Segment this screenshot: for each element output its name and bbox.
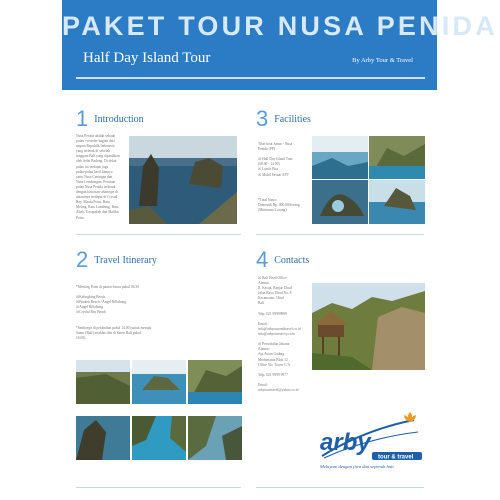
contacts-text-line: ☒ Bali Head Office xyxy=(258,276,287,280)
itinerary-text xyxy=(76,285,186,341)
facilities-text-line: Tiket boat Sanur - Nusa xyxy=(258,142,293,146)
intro-text-line: Nusa Lembongan. Perairan xyxy=(76,179,116,184)
contacts-text-line: Office No. Tower C/A xyxy=(258,362,291,367)
intro-text-line: yang terletak di sebelah xyxy=(76,149,111,154)
facilities-title: Facilities xyxy=(274,113,311,125)
logo-tagline: Melayani dengan jiwa dan sepenuh hati xyxy=(320,464,394,469)
brochure-page xyxy=(62,0,498,500)
contacts-text-line: info@arbytoursavvy.com xyxy=(258,332,295,337)
intro-text-line: tenggara Bali yang dipisahkan xyxy=(76,154,120,159)
intro-text-line: negara Republik Indonesia xyxy=(76,144,115,149)
contacts-text-line: Telp: 021 9999 9977 xyxy=(258,372,288,377)
contacts-text-line: Jl. Kecak, Banjar Ubud xyxy=(258,286,292,291)
contacts-text-line: Alamat: xyxy=(258,347,270,352)
facilities-text-line: *Total biaya: xyxy=(258,198,277,203)
facilities-text-line: ☒ Half Day Island Tour xyxy=(258,157,293,162)
contacts-text-line: Telp: 021 99999999 xyxy=(258,311,287,316)
intro-text xyxy=(76,134,128,221)
contacts-text-line: Alamat: xyxy=(258,281,270,286)
contacts-title: Contacts xyxy=(274,254,310,266)
logo-wordmark: arby xyxy=(320,429,371,456)
page-title: PAKET TOUR NUSA PENIDA xyxy=(62,11,498,41)
facilities-text-line: (Minimum 2 orang) xyxy=(258,208,287,213)
itinerary-photo-strip-bottom xyxy=(76,416,242,460)
facilities-divider xyxy=(256,234,424,235)
itinerary-title: Travel Itinerary xyxy=(94,254,157,266)
facilities-number: 3 xyxy=(256,106,269,131)
intro-divider xyxy=(76,234,241,235)
itinerary-text-line: ☒Angel Billabong xyxy=(76,305,104,310)
contacts-text-line: Email: xyxy=(258,321,268,326)
itinerary-number: 2 xyxy=(76,247,89,272)
intro-text-line: Point. xyxy=(76,215,85,220)
intro-text-line: Meling, Batu Lumbung, Batu xyxy=(76,205,119,210)
itinerary-photo-strip-top xyxy=(76,360,242,404)
contacts-text-line: Kecamatan, Ubud xyxy=(258,296,284,301)
contacts-text-line: Bali xyxy=(258,301,264,306)
contacts-divider xyxy=(256,487,424,488)
itinerary-text-line: 16.00). xyxy=(76,335,87,340)
facilities-text-line: Domestik Rp. 000.000/orang xyxy=(258,203,300,208)
logo-band-text: tour & travel xyxy=(378,454,414,461)
contacts-text-line: Apt Aston Gading xyxy=(258,352,285,357)
itinerary-text-line: ☒Broken Beach / Angel Billabong xyxy=(76,300,127,305)
itinerary-text-line: *Meeting Point di pantai Sanur pukul 06.30 xyxy=(76,285,139,289)
facilities-text-line: ☒ Lunch Box xyxy=(258,167,279,172)
facilities-text-line: ☒ Mobil Sesuai APV xyxy=(258,172,290,177)
contacts-text-line: info@arbytourandtravel.co.id xyxy=(258,326,301,331)
arby-logo xyxy=(314,410,426,474)
intro-title: Introduction xyxy=(94,113,144,125)
intro-text-line: dengan kawasan selamnya di xyxy=(76,190,118,195)
facilities-photo-collage xyxy=(312,136,425,224)
facilities-text xyxy=(258,142,308,213)
header-banner xyxy=(62,0,498,90)
intro-text-line: Nusa Penida adalah sebuah xyxy=(76,134,116,138)
intro-text-line: yaitu Nusa Ceningan dan xyxy=(76,174,113,179)
contacts-text-line: Jalan Raya Ubud No. 8 xyxy=(258,291,292,296)
intro-text-line: Bay, Manta Point, Batu xyxy=(76,200,110,205)
header-divider xyxy=(76,77,425,79)
intro-number: 1 xyxy=(76,106,89,131)
intro-text-line: pulau ini terdapat juga xyxy=(76,164,109,169)
itinerary-heading xyxy=(76,249,157,271)
facilities-heading xyxy=(256,108,311,130)
intro-text-line: pulau +wonder bagian dari xyxy=(76,139,115,144)
contacts-text-line: Email: xyxy=(258,382,268,387)
contacts-photo-treehouse xyxy=(312,283,425,370)
contacts-text-line: ☒ Perwakilan Jakarta xyxy=(258,342,290,347)
contacts-heading xyxy=(256,249,309,271)
intro-photo-cliffs xyxy=(129,136,237,224)
contacts-text-line: Mediterania Blok 12 xyxy=(258,357,288,362)
page-subtitle: Half Day Island Tour xyxy=(83,50,211,66)
facilities-text-line: (08.00 - 14.00) xyxy=(258,162,280,167)
itinerary-text-line: Sanur (Bali) terakhir tiba di Sanur Bali pukul xyxy=(76,330,141,335)
intro-text-line: antaranya terdapat di Crystal xyxy=(76,195,118,200)
itinerary-text-line: ☒Crystal Bay Beach xyxy=(76,310,107,315)
intro-text-line: pulau-pulau kecil lainnya xyxy=(76,169,113,174)
intro-text-line: pulau Nusa Penida terkenal xyxy=(76,184,116,189)
itinerary-text-line: ☒Kelingking Beach xyxy=(76,295,106,300)
contacts-text-line: arbytourtravel@yahoo.co.id xyxy=(258,388,299,393)
intro-text-line: oleh Selat Badung. Di dekat xyxy=(76,159,117,164)
facilities-text-line: Penida (PP) xyxy=(258,147,276,152)
contacts-number: 4 xyxy=(256,247,269,272)
intro-text-line: Abah, Toyapakeh dan Malibu xyxy=(76,210,119,215)
itinerary-divider xyxy=(76,487,241,488)
itinerary-text-line: *Setibanya di pelabuhan pukul 14.00 (untuk menuju xyxy=(76,325,152,330)
contacts-text xyxy=(258,276,314,393)
brand-credit: By Arby Tour & Travel xyxy=(352,57,413,64)
intro-heading xyxy=(76,108,144,130)
